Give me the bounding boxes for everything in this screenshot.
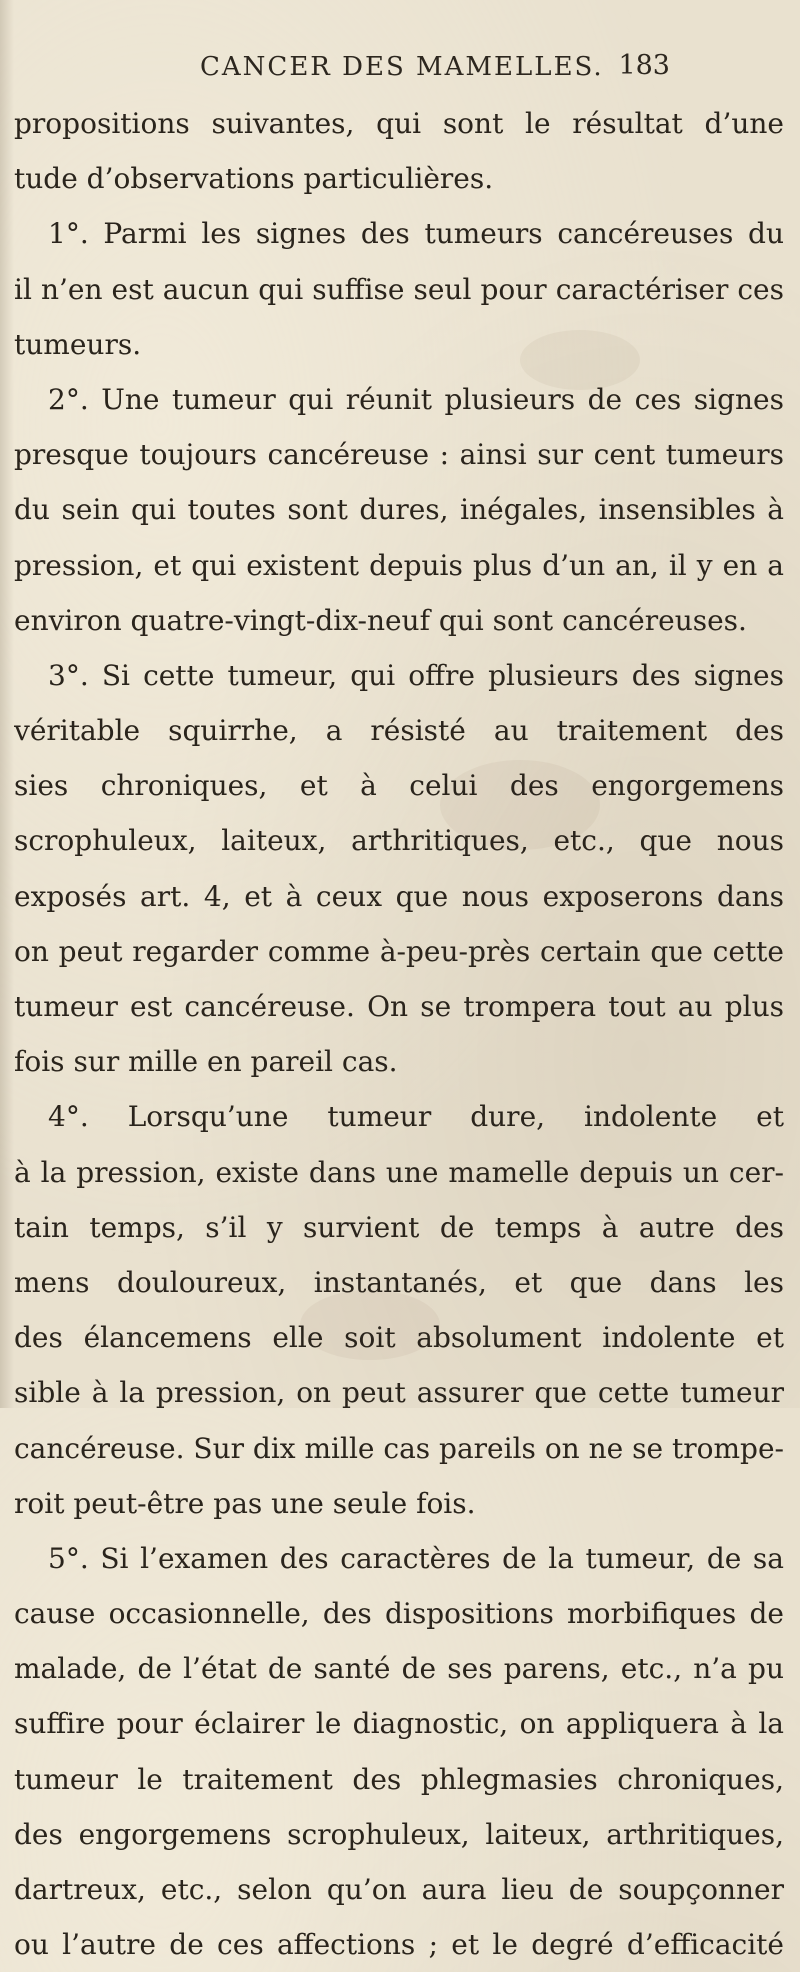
running-title: CANCER DES MAMELLES. [200,52,604,82]
text-line: 2°. Une tumeur qui réunit plusieurs de ces signes [48,382,784,416]
text-line: roit peut-être pas une seule fois. [14,1486,476,1520]
text-line: tumeurs. [14,327,142,361]
text-line: sible à la pression, on peut assurer que cette tumeur [14,1376,784,1410]
text-line: tain temps, s’il y survient de temps à autre des [14,1210,784,1244]
text-line: scrophuleux, laiteux, arthritiques, etc., que nous [14,824,784,858]
text-line: presque toujours cancéreuse : ainsi sur cent tumeurs [14,438,784,472]
text-line: 3°. Si cette tumeur, qui offre plusieurs des signes [48,658,784,692]
text-line: malade, de l’état de santé de ses parens, etc., n’a pu [14,1652,784,1686]
text-line: cause occasionnelle, des dispositions morbifiques de [14,1597,784,1631]
body-text [14,96,784,1972]
text-line: des engorgemens scrophuleux, laiteux, arthritiques, [14,1817,784,1851]
text-line: dartreux, etc., selon qu’on aura lieu de soupçonner [14,1873,784,1906]
text-line: sies chroniques, et à celui des engorgemens [14,769,784,803]
text-line: il n’en est aucun qui suffise seul pour caractériser ces [14,272,784,306]
text-line: tude d’observations particulières. [14,162,494,196]
page-number: 183 [618,50,670,81]
text-line: du sein qui toutes sont dures, inégales, insensibles à [14,493,784,527]
text-line: suffire pour éclairer le diagnostic, on appliquera à la [14,1707,784,1741]
text-line: des élancemens elle soit absolument indolente et [14,1321,784,1355]
text-line: 4°. Lorsqu’une tumeur dure, indolente et [48,1100,784,1134]
page-header [200,52,670,92]
page-spine-shadow [0,0,14,1408]
text-line: fois sur mille en pareil cas. [14,1045,398,1079]
text-line: mens douloureux, instantanés, et que dans les [14,1265,784,1299]
text-line: 5°. Si l’examen des caractères de la tumeur, de sa [48,1541,784,1575]
text-line: ou l’autre de ces affections ; et le degré d’efficacité [14,1928,784,1962]
text-line: cancéreuse. Sur dix mille cas pareils on ne se trompe- [14,1431,784,1465]
text-line: pression, et qui existent depuis plus d’un an, il y en a [14,548,784,582]
text-line: 1°. Parmi les signes des tumeurs cancéreuses du [48,217,784,251]
text-line: tumeur le traitement des phlegmasies chroniques, [14,1762,784,1796]
text-line: exposés art. 4, et à ceux que nous exposerons dans [14,879,784,913]
text-line: on peut regarder comme à-peu-près certain que cette [14,934,784,968]
text-line: propositions suivantes, qui sont le résultat d’une [14,107,784,140]
text-line: véritable squirrhe, a résisté au traitement des [14,714,784,748]
text-line: environ quatre-vingt-dix-neuf qui sont cancéreuses. [14,603,747,637]
text-line: à la pression, existe dans une mamelle depuis un cer- [14,1155,784,1189]
text-line: tumeur est cancéreuse. On se trompera tout au plus [14,990,784,1023]
